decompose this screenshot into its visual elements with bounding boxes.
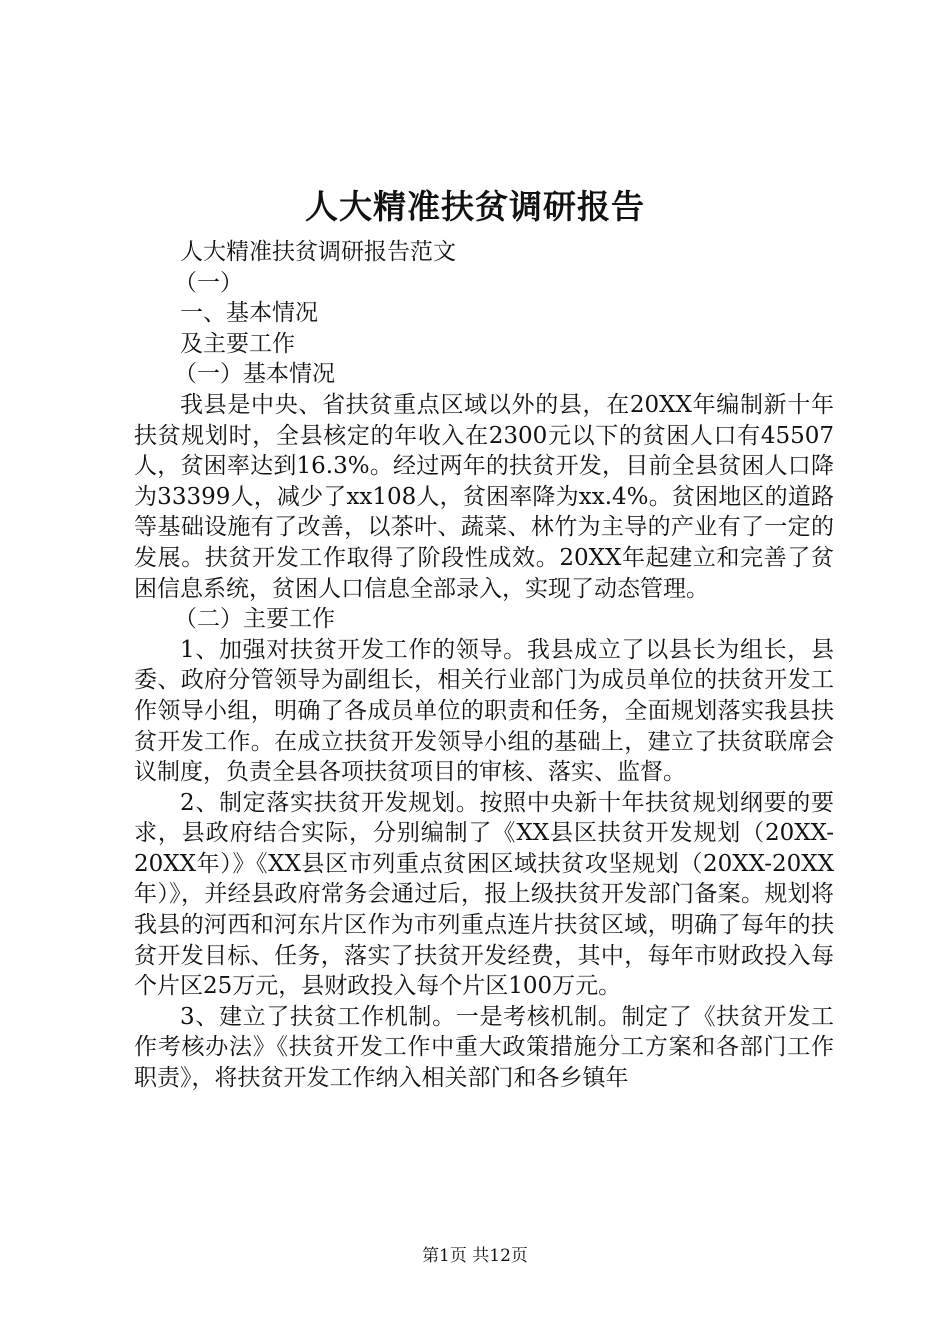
document-subtitle: 人大精准扶贫调研报告范文 (180, 239, 456, 265)
section-mark: （一） (174, 269, 243, 296)
page-indicator: 第1页 共12页 (422, 1246, 528, 1266)
paragraph-basic-situation: 我县是中央、省扶贫重点区域以外的县，在20XX年编制新十年扶贫规划时，全县核定的年收入在2300元以下的贫困人口有45507人，贫困率达到16.3%。经过两年的扶贫开发，目前全县贫困人口降为33399人，减少了xx108人，贫困率降为xx.4%。贫困地区的道路等基础设施有了改善，以茶叶、蔬菜、林竹为主导的产业有了一定的发展。扶贫开发工作取得了阶段性成效。20XX年起建立和完善了贫困信息系统，贫困人口信息全部录入，实现了动态管理。 (134, 391, 834, 602)
document-title: 人大精准扶贫调研报告 (305, 187, 645, 226)
paragraph-planning: 2、制定落实扶贫开发规划。按照中央新十年扶贫规划纲要的要求，县政府结合实际，分别编制了《XX县区扶贫开发规划（20XX-20XX年）》《XX县区市列重点贫困区域扶贫攻坚规划（20XX-20XX年）》，并经县政府常务会通过后，报上级扶贫开发部门备案。规划将我县的河西和河东片区作为市列重点连片扶贫区域，明确了每年的扶贫开发目标、任务，落实了扶贫开发经费，其中，每年市财政投入每个片区25万元，县财政投入每个片区100万元。 (134, 789, 834, 1000)
heading-main-work: 及主要工作 (180, 330, 295, 357)
paragraph-mechanism: 3、建立了扶贫工作机制。一是考核机制。制定了《扶贫开发工作考核办法》《扶贫开发工作中重大政策措施分工方案和各部门工作职责》，将扶贫开发工作纳入相关部门和各乡镇年 (134, 1003, 834, 1092)
subheading-main-work: （二）主要工作 (174, 606, 335, 633)
paragraph-leadership: 1、加强对扶贫开发工作的领导。我县成立了以县长为组长，县委、政府分管领导为副组长，相关行业部门为成员单位的扶贫开发工作领导小组，明确了各成员单位的职责和任务，全面规划落实我县扶贫开发工作。在成立扶贫开发领导小组的基础上，建立了扶贫联席会议制度，负责全县各项扶贫项目的审核、落实、监督。 (134, 636, 834, 786)
subheading-basic-situation: （一）基本情况 (174, 361, 335, 388)
heading-basic-situation: 一、基本情况 (180, 300, 318, 327)
document-body (134, 237, 834, 1094)
